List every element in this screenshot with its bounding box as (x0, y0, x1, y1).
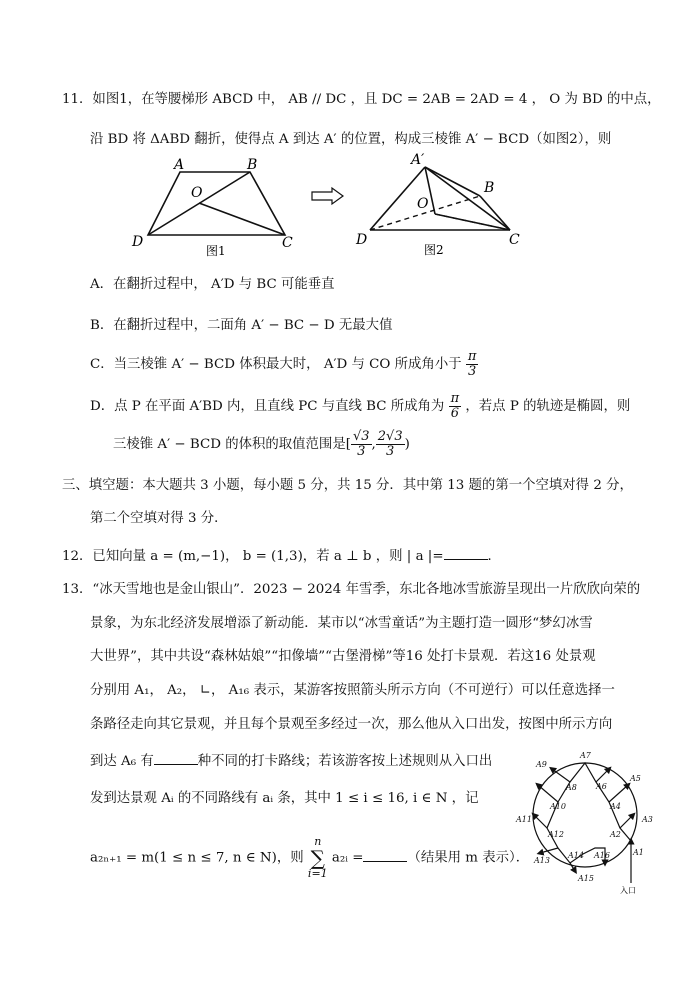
diagram-node: A13 (534, 856, 550, 865)
section3-line2: 第二个空填对得 3 分． (90, 511, 228, 526)
diagram-node: A10 (550, 802, 566, 811)
fig1-label-B: B (247, 157, 258, 173)
frac-num: π (467, 349, 477, 364)
sum-lower: i=1 (307, 867, 328, 880)
fig1-label-O: O (191, 185, 203, 201)
diagram-node: A16 (594, 851, 610, 860)
q13-line7: 发到达景观 Aᵢ 的不同路线有 aᵢ 条，其中 1 ≤ i ≤ 16, i ∈ N ，记 (90, 791, 479, 806)
range-comma: , (371, 437, 376, 452)
fig1-caption: 图1 (206, 244, 226, 258)
diagram-node: A8 (566, 783, 577, 792)
q13-line8-post: （结果用 m 表示）． (407, 850, 530, 866)
q13-line6-pre: 到达 A₆ 有 (90, 754, 154, 769)
diagram-node: A7 (580, 751, 591, 760)
fig2-label-C: C (509, 232, 520, 248)
q13-line4: 分别用 A₁， A₂， ∟， A₁₆ 表示，某游客按照箭头所示方向（不可逆行）可以任意选择一 (90, 683, 615, 698)
q13-line2: 景象，为东北经济发展增添了新动能．某市以“冰雪童话”为主题打造一圆形“梦幻冰雪 (90, 616, 593, 631)
q13-line1: 13．“冰天雪地也是金山银山”．2023 − 2024 年雪季，东北各地冰雪旅游呈现出一片欣欣向荣的 (62, 582, 641, 597)
q11-option-d-fraction (449, 392, 462, 421)
fig2-label-B: B (484, 180, 495, 196)
q11-option-c (90, 348, 478, 382)
range-fraction-2 (376, 430, 405, 459)
fig1-label-C: C (282, 235, 293, 251)
q11-option-d-line2-text: 三棱锥 A′ − BCD 的体积的取值范围是 (113, 437, 346, 452)
q12-period: ． (487, 549, 501, 564)
bracket-open: [ (345, 437, 351, 452)
q11-stem-line1: 11．如图1，在等腰梯形 ABCD 中， AB // DC ，且 DC = 2AB = 2AD = 4 ， O 为 BD 的中点， (62, 92, 661, 107)
diagram-node: A11 (516, 815, 532, 824)
frac-num: 2√3 (377, 429, 403, 444)
q11-stem-line2: 沿 BD 将 ΔABD 翻折，使得点 A 到达 A′ 的位置，构成三棱锥 A′ − BCD（如图2），则 (90, 132, 612, 147)
diagram-node: A3 (642, 815, 653, 824)
q13-line8-pre: a₂ₙ₊₁ = m(1 ≤ n ≤ 7, n ∈ N)，则 (90, 850, 304, 866)
q11-option-d-post: ，若点 P 的轨迹是椭圆，则 (465, 399, 631, 414)
q11-option-d-text: D．点 P 在平面 A′BD 内，且直线 PC 与直线 BC 所成角为 (90, 399, 445, 414)
diagram-entrance-label: 入口 (620, 886, 636, 895)
q12-text: 12．已知向量 a = (m,−1)， b = (1,3)，若 a ⊥ b ，则 | a |= (62, 549, 444, 564)
right-arrow-icon (310, 186, 346, 206)
frac-num: π (450, 391, 460, 406)
frac-num: √3 (352, 429, 370, 444)
sum-term: a₂ᵢ = (331, 850, 364, 866)
q13-answer-blank-2[interactable] (363, 847, 407, 862)
diagram-node: A5 (630, 774, 641, 783)
fig1-label-D: D (132, 234, 144, 250)
q11-option-d-line1 (90, 390, 630, 424)
q11-option-d-line2 (113, 427, 410, 463)
q13-line6-post: 种不同的打卡路线；若该游客按上述规则从入口出 (197, 754, 493, 769)
q13-line5: 条路径走向其它景观，并且每个景观至多经过一次，那么他从入口出发，按图中所示方向 (90, 717, 613, 732)
diagram-node: A14 (568, 851, 584, 860)
figure-1 (130, 155, 310, 260)
q13-line3: 大世界”，其中共设“森林姑娘”“扣像墙”“古堡滑梯”等16 处打卡景观．若这16 处景观 (90, 649, 596, 664)
range-fraction-1 (351, 430, 372, 459)
fig1-label-A: A (174, 157, 185, 173)
diagram-node: A1 (633, 848, 644, 857)
diagram-node: A12 (548, 830, 564, 839)
diagram-node: A9 (536, 760, 547, 769)
fig2-label-O: O (417, 196, 429, 212)
fig2-label-D: D (356, 232, 368, 248)
q11-option-b: B．在翻折过程中，二面角 A′ − BC − D 无最大值 (90, 318, 393, 333)
frac-den: 3 (386, 444, 395, 459)
diagram-node: A4 (610, 802, 621, 811)
q13-line6 (90, 750, 492, 771)
frac-den: 6 (450, 406, 459, 421)
fig2-caption: 图2 (424, 243, 444, 257)
q11-option-c-fraction (466, 350, 479, 379)
bracket-close: ) (404, 437, 410, 452)
fig2-label-A-prime: A′ (411, 152, 425, 168)
figure-2 (350, 150, 535, 262)
section3-line1: 三、填空题：本大题共 3 小题，每小题 5 分，共 15 分．其中第 13 题的第一个空填对得 2 分， (62, 478, 633, 493)
q12-answer-blank[interactable] (444, 545, 488, 560)
q12-line (62, 545, 501, 566)
diagram-node: A2 (610, 830, 621, 839)
frac-den: 3 (468, 364, 477, 379)
frac-den: 3 (357, 444, 366, 459)
q11-option-a: A．在翻折过程中， A′D 与 BC 可能垂直 (90, 277, 335, 292)
q13-line8 (90, 836, 529, 880)
q11-option-c-text: C．当三棱锥 A′ − BCD 体积最大时， A′D 与 CO 所成角小于 (90, 357, 462, 372)
diagram-node: A15 (578, 874, 594, 883)
q13-answer-blank-1[interactable] (154, 750, 198, 765)
summation (308, 836, 328, 880)
sum-upper: n (314, 835, 322, 848)
scenic-route-diagram (510, 745, 660, 895)
sum-symbol: ∑ (310, 846, 325, 870)
diagram-node: A6 (596, 782, 607, 791)
